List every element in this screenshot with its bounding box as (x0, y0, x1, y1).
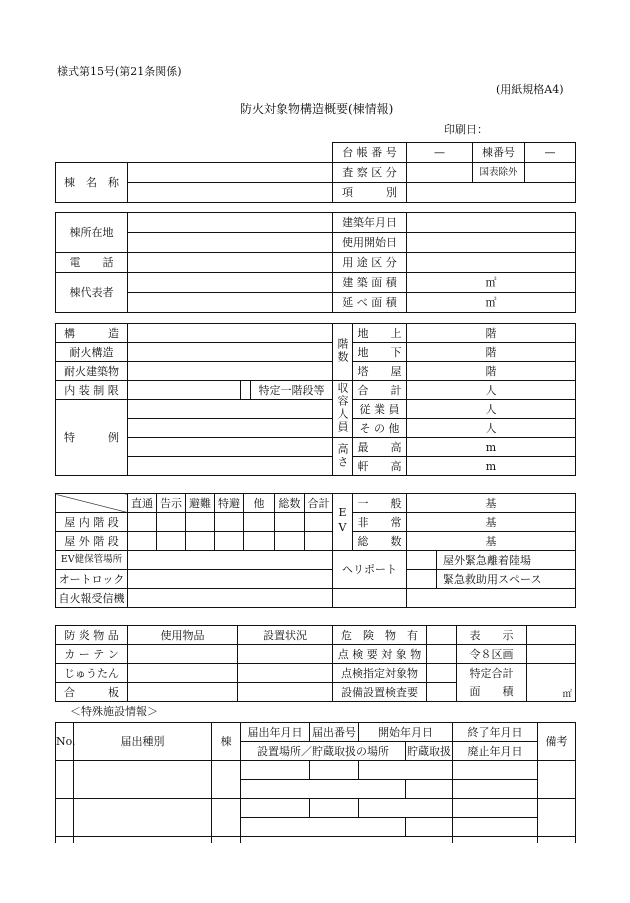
struct-value[interactable] (128, 324, 333, 343)
col-no: No. (56, 723, 74, 761)
equip-check-label: 設備設置検査要 (333, 683, 427, 702)
display-value[interactable] (527, 626, 576, 645)
rei8-value[interactable] (527, 645, 576, 664)
struct-label: 構 造 (56, 324, 128, 343)
outdoor-count[interactable] (275, 532, 305, 551)
below-unit: 階 (407, 343, 576, 362)
tel-label: 電 話 (56, 253, 128, 273)
used-label: 使用物品 (128, 626, 238, 645)
heli2-check[interactable] (407, 570, 437, 589)
bldg-name-value2[interactable] (128, 183, 333, 203)
outdoor-other[interactable] (244, 532, 275, 551)
check-designated-value[interactable] (427, 664, 457, 683)
col-other: 他 (244, 494, 275, 513)
inspect-label: 査 察 区 分 (333, 163, 407, 183)
general-label: 一 般 (353, 494, 407, 513)
indoor-notice[interactable] (157, 513, 186, 532)
max-unit: m (407, 438, 576, 457)
eaves-label: 軒 高 (353, 457, 407, 476)
capacity-label: 収容人員 (336, 382, 350, 434)
indoor-special-evac[interactable] (215, 513, 244, 532)
row2-start[interactable] (359, 799, 453, 818)
indoor-count[interactable] (275, 513, 305, 532)
use-start-value[interactable] (407, 233, 576, 253)
carpet-label: じゅうたん (56, 664, 128, 683)
address-label: 棟所在地 (56, 213, 128, 253)
block-structure (55, 323, 576, 476)
row1-bldg[interactable] (212, 761, 241, 799)
fire-alarm-extra2[interactable] (407, 589, 576, 608)
outdoor-direct[interactable] (128, 532, 157, 551)
row1-note[interactable] (538, 761, 576, 799)
area-unit: ㎡ (407, 273, 576, 293)
fireproof-label: 防 炎 物 品 (56, 626, 128, 645)
carpet-used[interactable] (128, 664, 238, 683)
autolock-label: オートロック (56, 570, 128, 589)
ev-safe-label: EV健保管場所 (56, 551, 128, 570)
block-stairs-ev (55, 493, 576, 608)
general-unit: 基 (407, 494, 576, 513)
autolock-value[interactable] (128, 570, 333, 589)
plywood-label: 合 板 (56, 683, 128, 702)
spec-area-label: 面 積 (469, 684, 514, 698)
outdoor-notice[interactable] (157, 532, 186, 551)
row1-kind[interactable] (74, 761, 212, 799)
ledger-no-value: — (407, 143, 473, 163)
stair1-label: 特定一階段等 (251, 381, 333, 400)
rep-value2[interactable] (128, 293, 333, 313)
row2-date[interactable] (241, 799, 310, 818)
col-special-evac: 特避 (215, 494, 244, 513)
col-kind: 届出種別 (74, 723, 212, 761)
bldg-no-label: 棟番号 (473, 143, 525, 163)
col-place: 設置場所／貯蔵取扱の場所 (241, 742, 406, 761)
bldg-no-value: — (525, 143, 576, 163)
row1-no[interactable] (56, 761, 74, 799)
indoor-evac[interactable] (186, 513, 215, 532)
row2-abolish[interactable] (453, 818, 538, 837)
built-value[interactable] (407, 213, 576, 233)
below-label: 地 下 (353, 343, 407, 362)
install-label: 設置状況 (238, 626, 333, 645)
row1-storage[interactable] (406, 780, 453, 799)
fire-alarm-label: 自火報受信機 (56, 589, 128, 608)
others-unit: 人 (407, 419, 576, 438)
col-note: 備考 (538, 723, 576, 761)
fire-bldg-value[interactable] (128, 362, 333, 381)
carpet-install[interactable] (238, 664, 333, 683)
col-sum: 合計 (305, 494, 333, 513)
danger-value[interactable] (427, 626, 457, 645)
ev-total-label: 総 数 (353, 532, 407, 551)
emergency-label: 非 常 (353, 513, 407, 532)
kou-label: 項 別 (333, 183, 407, 203)
check-target-value[interactable] (427, 645, 457, 664)
inspect-value[interactable] (407, 163, 473, 183)
col-storage: 貯蔵取扱 (406, 742, 453, 761)
paper-size: (用紙規格A4) (496, 83, 564, 96)
row1-abolish[interactable] (453, 780, 538, 799)
col-abolish: 廃止年月日 (453, 742, 538, 761)
special-label: 特 例 (56, 400, 128, 476)
kokuhyo-value[interactable] (525, 163, 576, 183)
zone-label: 用 途 区 分 (333, 253, 407, 273)
kou-value[interactable] (407, 183, 576, 203)
indoor-direct[interactable] (128, 513, 157, 532)
bldg-name-label: 棟 名 称 (56, 163, 128, 203)
row2-note[interactable] (538, 799, 576, 837)
danger-label: 危 険 物 有 (333, 626, 427, 645)
row2-num[interactable] (310, 799, 359, 818)
total-area-unit: ㎡ (407, 293, 576, 313)
eaves-unit: m (407, 457, 576, 476)
spec-total-label: 特定合計 (469, 666, 514, 680)
rep-value[interactable] (128, 273, 333, 293)
spec-area-unit: ㎡ (562, 688, 572, 700)
total-unit: 人 (407, 381, 576, 400)
print-date: 印刷日： (444, 123, 488, 136)
col-start: 開始年月日 (359, 723, 453, 742)
outdoor-special-evac[interactable] (215, 532, 244, 551)
form-number: 様式第15号(第21条関係) (57, 65, 182, 78)
col-evac: 避難 (186, 494, 215, 513)
heli2-label: 緊急救助用スペース (437, 570, 576, 589)
above-unit: 階 (407, 324, 576, 343)
interior-label: 内 装 制 限 (56, 381, 128, 400)
ledger-no-label: 台 帳 番 号 (333, 143, 407, 163)
row2-no[interactable] (56, 799, 74, 837)
block-building-info (55, 212, 576, 313)
interior-value[interactable] (128, 381, 241, 400)
col-notice: 告示 (157, 494, 186, 513)
heli-label: ヘリポート (333, 551, 407, 589)
block-building-id (55, 142, 576, 203)
check-designated-label: 点検指定対象物 (333, 664, 427, 683)
block-special-facility (55, 722, 576, 843)
indoor-label: 屋 内 階 段 (56, 513, 128, 532)
plywood-install[interactable] (238, 683, 333, 702)
roof-label: 塔 屋 (353, 362, 407, 381)
others-label: そ の 他 (353, 419, 407, 438)
zone-value[interactable] (407, 253, 576, 273)
row2-bldg[interactable] (212, 799, 241, 837)
bldg-name-value[interactable] (128, 163, 333, 183)
height-label: 高さ (336, 442, 350, 469)
curtain-install[interactable] (238, 645, 333, 664)
kokuhyo-label: 国表除外 (473, 163, 525, 183)
above-label: 地 上 (353, 324, 407, 343)
staff-label: 従 業 員 (353, 400, 407, 419)
outdoor-evac[interactable] (186, 532, 215, 551)
fire-res-label: 耐火構造 (56, 343, 128, 362)
col-bldg: 棟 (212, 723, 241, 761)
total-area-label: 延 べ 面 積 (333, 293, 407, 313)
interior-check[interactable] (241, 381, 251, 400)
ev-total-unit: 基 (407, 532, 576, 551)
col-count: 総数 (275, 494, 305, 513)
outdoor-label: 屋 外 階 段 (56, 532, 128, 551)
section-special-facility: ＜特殊施設情報＞ (70, 705, 158, 718)
curtain-used[interactable] (128, 645, 238, 664)
address-value2[interactable] (128, 233, 333, 253)
rep-label: 棟代表者 (56, 273, 128, 313)
built-label: 建築年月日 (333, 213, 407, 233)
col-num: 届出番号 (310, 723, 359, 742)
fire-res-value[interactable] (128, 343, 333, 362)
outdoor-sum[interactable] (305, 532, 333, 551)
row2-storage[interactable] (406, 818, 453, 837)
equip-check-value[interactable] (427, 683, 457, 702)
row1-num[interactable] (310, 761, 359, 780)
roof-unit: 階 (407, 362, 576, 381)
row1-end[interactable] (453, 761, 538, 780)
floors-label: 階数 (336, 338, 350, 364)
use-start-label: 使用開始日 (333, 233, 407, 253)
emergency-unit: 基 (407, 513, 576, 532)
plywood-used[interactable] (128, 683, 238, 702)
max-label: 最 高 (353, 438, 407, 457)
block-fireproof (55, 625, 576, 702)
staff-unit: 人 (407, 400, 576, 419)
col-direct: 直通 (128, 494, 157, 513)
row2-kind[interactable] (74, 799, 212, 837)
row1-date[interactable] (241, 761, 310, 780)
address-value[interactable] (128, 213, 333, 233)
fire-bldg-label: 耐火建築物 (56, 362, 128, 381)
special-value3[interactable] (128, 438, 333, 457)
diagonal-header (56, 494, 128, 513)
ev-safe-value[interactable] (128, 551, 333, 570)
row2-place[interactable] (241, 818, 406, 837)
area-label: 建 築 面 積 (333, 273, 407, 293)
document-title: 防火対象物構造概要(棟情報) (240, 102, 394, 116)
special-value1[interactable] (128, 400, 333, 419)
row1-place[interactable] (241, 780, 406, 799)
special-value2[interactable] (128, 419, 333, 438)
indoor-sum[interactable] (305, 513, 333, 532)
fire-alarm-value[interactable] (128, 589, 333, 608)
heli1-check[interactable] (407, 551, 437, 570)
tel-value[interactable] (128, 253, 333, 273)
row1-start[interactable] (359, 761, 453, 780)
check-target-label: 点 検 要 対 象 物 (333, 645, 427, 664)
row2-end[interactable] (453, 799, 538, 818)
curtain-label: カ ー テ ン (56, 645, 128, 664)
col-end: 終了年月日 (453, 723, 538, 742)
col-date: 届出年月日 (241, 723, 310, 742)
special-value4[interactable] (128, 457, 333, 476)
fire-alarm-extra[interactable] (333, 589, 407, 608)
rei8-label: 令８区画 (457, 645, 527, 664)
heli1-label: 屋外緊急離着陸場 (437, 551, 576, 570)
ev-label: EV (336, 506, 349, 536)
indoor-other[interactable] (244, 513, 275, 532)
total-label: 合 計 (353, 381, 407, 400)
display-label: 表 示 (457, 626, 527, 645)
